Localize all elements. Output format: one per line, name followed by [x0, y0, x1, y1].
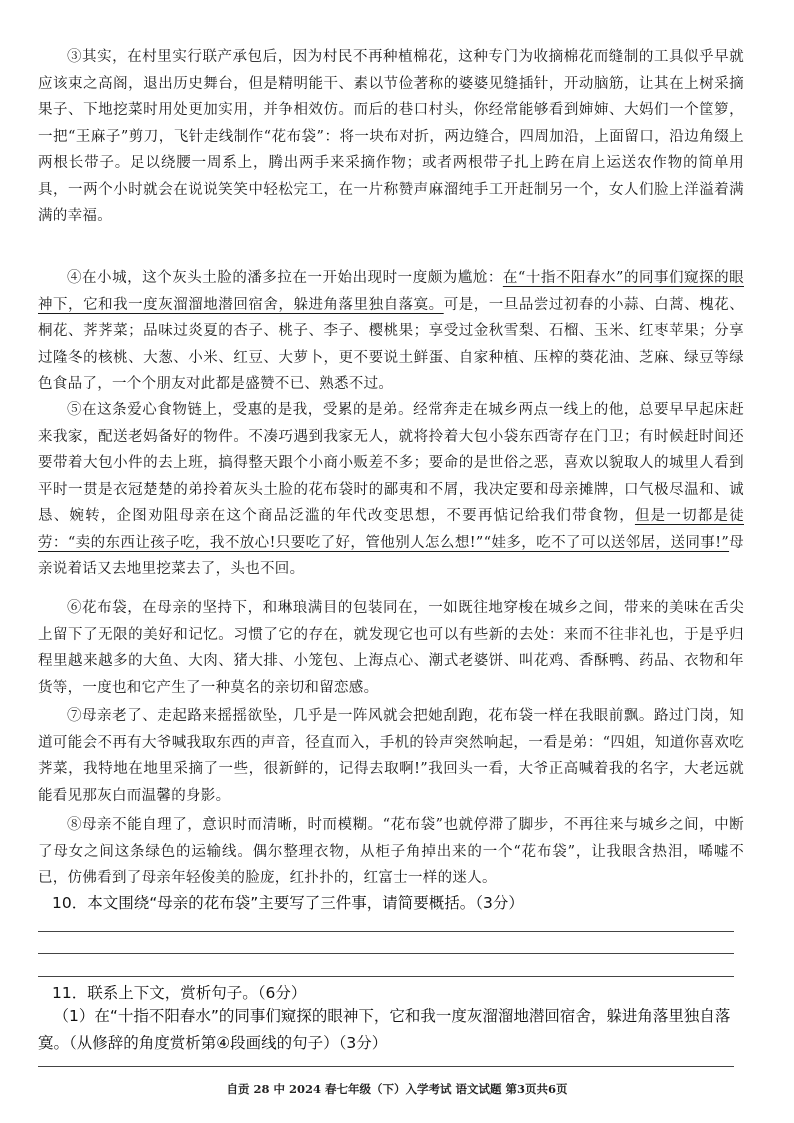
paragraph-3	[38, 44, 744, 230]
paragraph-4	[38, 265, 744, 398]
answer-line-1[interactable]	[38, 931, 734, 932]
paragraph-8	[38, 812, 744, 892]
paragraph-6-text: ⑥花布袋，在母亲的坚持下，和琳琅满目的包装同在，一如既往地穿梭在城乡之间，带来的美味在舌尖上留下了无限的美好和记忆。习惯了它的存在，就发现它也可以有些新的去处：来而不往非礼也，于是乎归程里越来越多的大鱼、大肉、猪大排、小笼包、上海点心、潮式老婆饼、叫花鸡、香酥鸭、药品、衣物和年货等，一度也和它产生了一种莫名的亲切和留恋感。	[38, 600, 744, 696]
question-10: 10．本文围绕“母亲的花布袋”主要写了三件事，请简要概括。（3分）	[52, 894, 524, 912]
paragraph-7	[38, 703, 744, 809]
paragraph-5	[38, 397, 744, 583]
paragraph-4-underlined-sentence: 在“十指不阳春水”的同事们窥探的眼神下，它和我一度灰溜溜地潜回宿舍，躲进角落里独自落寞。	[38, 270, 744, 313]
page-footer: 自贡 28 中 2024 春七年级（下）入学考试 语文试题 第3页共6页	[226, 1082, 568, 1096]
paragraph-4-text-b: 可是，一旦品尝过初春的小蒜、白蒿、槐花、桐花、荠荠菜；品味过炎夏的杏子、桃子、李子、樱桃果；享受过金秋雪梨、石榴、玉米、红枣苹果；分享过隆冬的核桃、大葱、小米、红豆、大萝卜，更不要说土鲜蛋、自家种植、压榨的葵花油、芝麻、绿豆等绿色食品了，一个个朋友对此都是盛赞不已、熟悉不过。	[38, 296, 744, 392]
paragraph-8-text: ⑧母亲不能自理了，意识时而清晰，时而模糊。“花布袋”也就停滞了脚步，不再往来与城乡之间，中断了母女之间这条绿色的运输线。偶尔整理衣物，从柜子角掉出来的一个“花布袋”，让我眼含热泪，唏嘘不已，仿佛看到了母亲年轻俊美的脸庞，红扑扑的，红富士一样的迷人。	[38, 817, 744, 886]
question-11-part-1: （1）在“十指不阳春水”的同事们窥探的眼神下，它和我一度灰溜溜地潜回宿舍，躲进角落里独自落寞。（从修辞的角度赏析第④段画线的句子）（3分）	[38, 1007, 731, 1052]
answer-line-2[interactable]	[38, 953, 734, 954]
answer-line-4[interactable]	[38, 1066, 734, 1067]
paragraph-7-text: ⑦母亲老了、走起路来摇摇欲坠，几乎是一阵风就会把她刮跑，花布袋一样在我眼前飘。路过门岗，知道可能会不再有大爷喊我取东西的声音，径直而入，手机的铃声突然响起，一看是弟：“四姐，知道你喜欢吃荠菜，我特地在地里采摘了一些，很新鲜的，记得去取啊!”我回头一看，大爷正高喊着我的名字，大老远就能看见那灰白而温馨的身影。	[38, 708, 744, 804]
question-11: 11．联系上下文，赏析句子。（6分）	[52, 984, 307, 1002]
paragraph-5-text-b: 母亲说着话又去地里挖菜去了，头也不回。	[38, 534, 744, 577]
answer-line-3[interactable]	[38, 976, 734, 977]
paragraph-4-text-a: ④在小城，这个灰头土脸的潘多拉在一开始出现时一度颇为尴尬：	[67, 270, 503, 286]
paragraph-5-underlined-sentence: 但是一切都是徒劳：“卖的东西让孩子吃，我不放心!只要吃了好，管他别人怎么想!”“娃多，吃不了可以送邻居，送同事!”	[38, 508, 744, 551]
paragraph-3-text: ③其实，在村里实行联产承包后，因为村民不再种植棉花，这种专门为收摘棉花而缝制的工具似乎早就应该束之高阁，退出历史舞台，但是精明能干、素以节俭著称的婆婆见缝插针，开动脑筋，让其在上树采摘果子、下地挖菜时用处更加实用，并争相效仿。而后的巷口村头，你经常能够看到婶婶、大妈们一个筐箩，一把“王麻子”剪刀，飞针走线制作“花布袋”：将一块布对折，两边缝合，四周加沿，上面留口，沿边角缀上两根长带子。足以绕腰一周系上，腾出两手来采摘作物；或者两根带子扎上跨在肩上运送农作物的简单用具，一两个小时就会在说说笑笑中轻松完工，在一片称赞声麻溜纯手工开赶制另一个，女人们脸上洋溢着满满的幸福。	[38, 49, 744, 224]
paragraph-6	[38, 595, 744, 701]
paragraph-5-text-a: ⑤在这条爱心食物链上，受惠的是我，受累的是弟。经常奔走在城乡两点一线上的他，总要早早起床赶来我家，配送老妈备好的物件。不凑巧遇到我家无人，就将拎着大包小袋东西寄存在门卫；有时候赶时间还要带着大包小件的去上班，搞得整天跟个小商小贩差不多；要命的是世俗之恶，喜欢以貌取人的城里人看到平时一贯是衣冠楚楚的弟拎着灰头土脸的花布袋时的鄙夷和不屑，我决定要和母亲摊牌，口气极尽温和、诚恳、婉转，企图劝阻母亲在这个商品泛滥的年代改变思想，不要再惦记给我们带食物，	[38, 402, 744, 524]
